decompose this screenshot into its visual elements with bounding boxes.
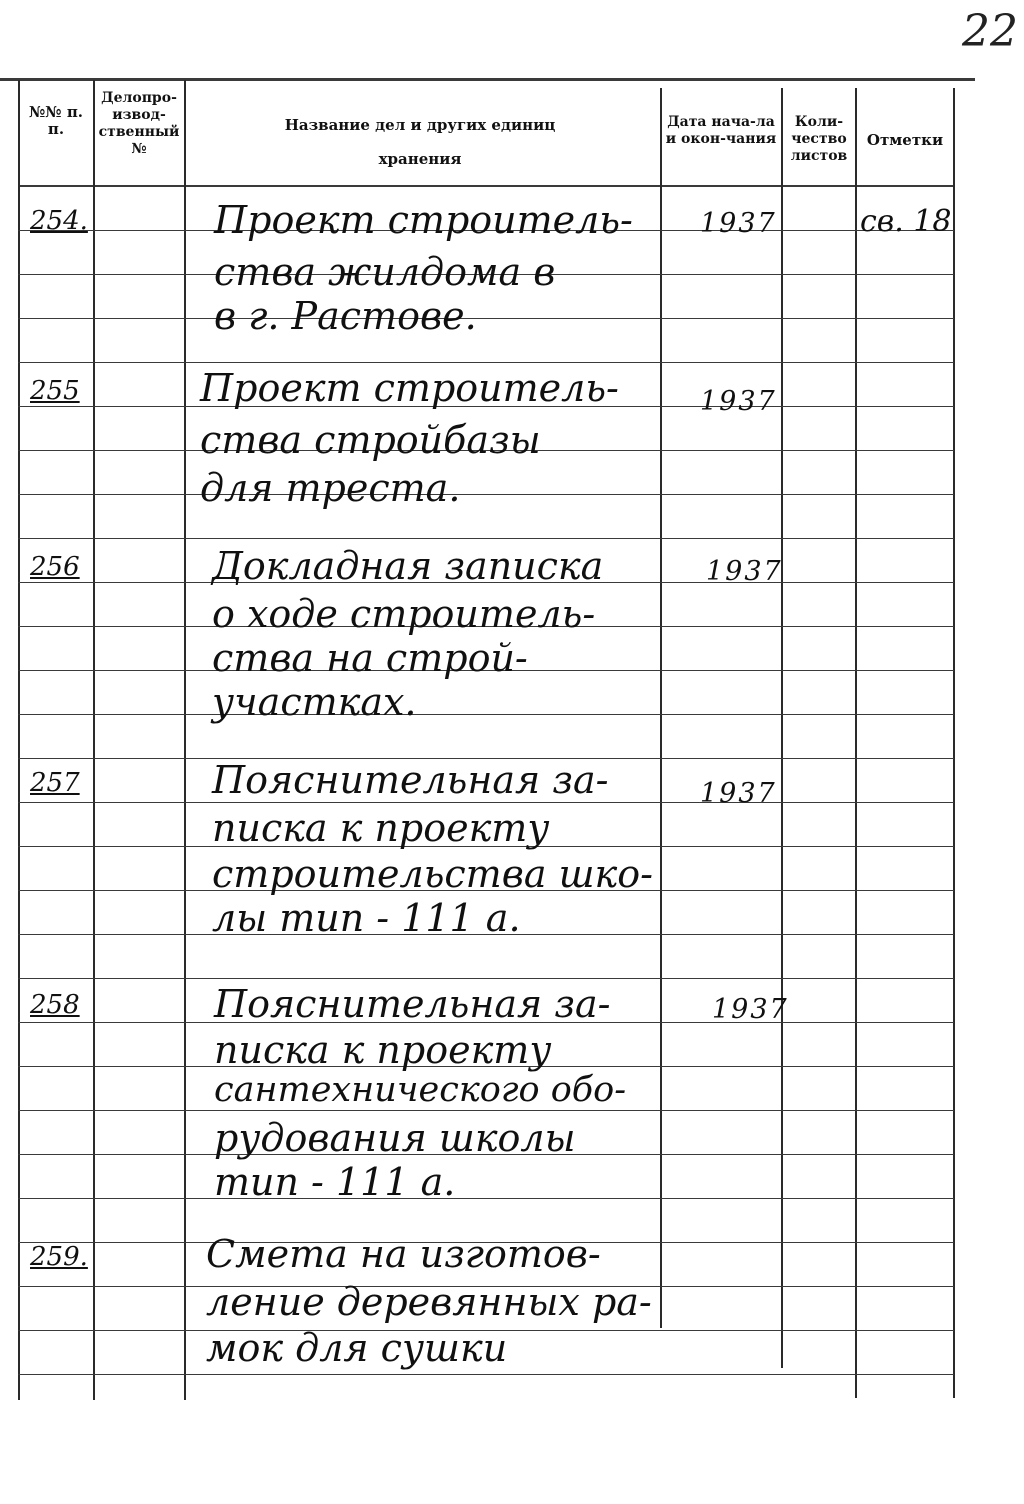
record-line: Докладная записка bbox=[212, 544, 604, 588]
record-line: ства жилдома в bbox=[214, 250, 556, 294]
record-note: св. 18 bbox=[860, 204, 952, 239]
record-line: ление деревянных ра- bbox=[206, 1280, 652, 1324]
record-number: 259. bbox=[30, 1242, 88, 1272]
record-line: Проект строитель- bbox=[200, 366, 619, 410]
top-border bbox=[0, 78, 975, 81]
ruled-line bbox=[18, 1110, 954, 1111]
header-bottom-border bbox=[18, 185, 954, 187]
col-border-0 bbox=[18, 80, 20, 1400]
record-line: Смета на изготов- bbox=[206, 1232, 601, 1276]
ruled-line bbox=[18, 538, 954, 539]
header-sheets: Коли-чество листов bbox=[790, 114, 848, 164]
record-line: мок для сушки bbox=[206, 1326, 508, 1370]
ruled-line bbox=[18, 1374, 954, 1375]
record-line: тип - 111 а. bbox=[214, 1160, 456, 1204]
record-date: 1937 bbox=[700, 778, 777, 809]
record-number: 255 bbox=[30, 376, 80, 406]
ruled-line bbox=[18, 494, 954, 495]
col-border-1 bbox=[93, 80, 95, 1400]
col-border-5 bbox=[855, 88, 857, 1398]
ruled-line bbox=[18, 714, 954, 715]
record-line: сантехнического обо- bbox=[214, 1070, 627, 1110]
header-notes: Отметки bbox=[866, 131, 944, 149]
ruled-line bbox=[18, 978, 954, 979]
record-line: участках. bbox=[212, 680, 417, 724]
record-line: ства стройбазы bbox=[200, 418, 541, 462]
ruled-line bbox=[18, 318, 954, 319]
record-line: писка к проекту bbox=[214, 1028, 552, 1072]
record-line: о ходе строитель- bbox=[212, 592, 596, 636]
record-line: Пояснительная за- bbox=[212, 758, 609, 802]
record-date: 1937 bbox=[706, 556, 783, 587]
record-line: для треста. bbox=[200, 466, 461, 510]
record-number: 254. bbox=[30, 206, 88, 236]
record-date: 1937 bbox=[700, 208, 777, 239]
header-num: №№ п. п. bbox=[28, 103, 84, 138]
ruled-line bbox=[18, 1198, 954, 1199]
record-number: 256 bbox=[30, 552, 80, 582]
ruled-line bbox=[18, 362, 954, 363]
ruled-line bbox=[18, 802, 954, 803]
record-line: писка к проекту bbox=[212, 806, 550, 850]
record-line: рудования школы bbox=[214, 1116, 576, 1160]
record-line: в г. Растове. bbox=[214, 294, 477, 338]
record-date: 1937 bbox=[700, 386, 777, 417]
record-line: Проект строитель- bbox=[214, 198, 633, 242]
record-number: 257 bbox=[30, 768, 80, 798]
header-dates: Дата нача-ла и окон-чания bbox=[665, 114, 777, 147]
col-border-2 bbox=[184, 80, 186, 1400]
record-line: Пояснительная за- bbox=[214, 982, 611, 1026]
header-title: Название дел и других единиц хранения bbox=[284, 116, 556, 168]
record-line: строительства шко- bbox=[212, 852, 653, 896]
record-date: 1937 bbox=[712, 994, 789, 1025]
page-number: 22 bbox=[962, 6, 1018, 57]
record-line: ства на строй- bbox=[212, 636, 528, 680]
col-border-6 bbox=[953, 88, 955, 1398]
record-line: лы тип - 111 а. bbox=[212, 896, 521, 940]
col-border-4 bbox=[781, 88, 783, 1368]
header-office-num: Делопро-извод-ственный № bbox=[98, 90, 180, 157]
record-number: 258 bbox=[30, 990, 80, 1020]
